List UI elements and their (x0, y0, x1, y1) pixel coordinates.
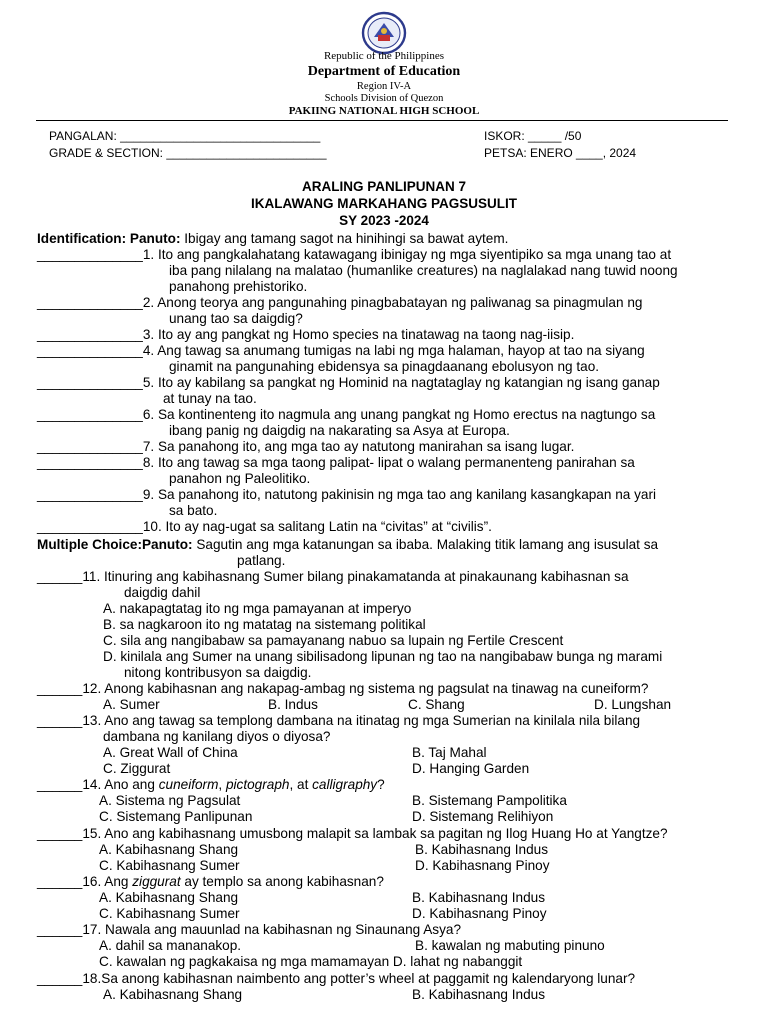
mc-q15-c: C. Kabihasnang Sumer (99, 858, 240, 873)
id-item-1-cont: iba pang nilalang na malatao (humanlike creatures) na naglalakad nang tuwid noong (169, 263, 678, 278)
mc-q16-c: C. Kabihasnang Sumer (99, 906, 240, 921)
mc-q15-b: B. Kabihasnang Indus (415, 842, 549, 857)
id-item-7[interactable]: ______________7. Sa panahong ito, ang mga tao ay natutong manirahan sa isang lugar. (37, 439, 575, 454)
mc-q16-suffix: ay templo sa anong kabihasnan? (180, 874, 384, 889)
deped-seal-icon (354, 11, 414, 55)
id-item-6[interactable]: ______________6. Sa kontinenteng ito nagmula ang unang pangkat ng Homo erectus na nagtungo sa (37, 407, 656, 422)
mc-q14-term-3: calligraphy (312, 777, 378, 792)
mc-q14-end: ? (377, 777, 385, 792)
id-item-10[interactable]: ______________10. Ito ay nag-ugat sa salitang Latin na “civitas” at “civilis”. (37, 519, 492, 534)
id-item-2-cont: unang tao sa daigdig? (169, 311, 303, 326)
id-item-1[interactable]: ______________1. Ito ang pangkalahatang katawagang ibinigay ng mga siyentipiko sa mga unang tao at (37, 247, 672, 262)
id-item-8[interactable]: ______________8. Ito ang tawag sa mga taong palipat- lipat o walang permanenteng panirahan sa (37, 455, 635, 470)
mc-q17-b: B. kawalan ng mabuting pinuno (415, 938, 605, 953)
mc-q12-b: B. Indus (268, 697, 318, 712)
identification-instruction (37, 231, 508, 247)
school-year: SY 2023 -2024 (339, 213, 429, 228)
mc-q14-prefix: ______14. Ano ang (37, 777, 159, 792)
id-item-6-cont: ibang panig ng daigdig na nakarating sa Asya at Europa. (169, 423, 510, 438)
identification-label: Identification: Panuto: (37, 231, 181, 246)
id-item-4-cont: ginamit na pangunahing ebidensya sa pinagdaanang ebolusyon ng tao. (169, 359, 600, 374)
mc-q13-d: D. Hanging Garden (412, 761, 530, 776)
mc-q11-a: A. nakapagtatag ito ng mga pamayanan at imperyo (103, 601, 412, 616)
mc-q14-sep-1: , (218, 777, 226, 792)
mc-q14-sep-2: , at (289, 777, 313, 792)
mc-q13[interactable]: ______13. Ano ang tawag sa templong dambana na itinatag ng mga Sumerian na kinilala nila bilang (37, 713, 641, 728)
mc-q11-c: C. sila ang nangibabaw sa pamayanang nabuo sa lupain ng Fertile Crescent (103, 633, 564, 648)
department-line: Department of Education (307, 64, 461, 79)
mc-q12-a: A. Sumer (103, 697, 160, 712)
mc-q12-c: C. Shang (408, 697, 465, 712)
mc-q11-d: D. kinilala ang Sumer na unang sibilisadong lipunan ng tao na nangibabaw bunga ng marami (103, 649, 663, 664)
id-item-9-cont: sa bato. (169, 503, 218, 518)
mc-q11-d-cont: nitong kontribusyon sa daigdig. (124, 665, 312, 680)
mc-q11-cont: daigdig dahil (124, 585, 201, 600)
grade-section-field[interactable]: GRADE & SECTION: ________________________ (49, 146, 327, 160)
mc-q15-a: A. Kabihasnang Shang (99, 842, 239, 857)
mc-q14-term-2: pictograph (225, 777, 290, 792)
mc-text: Sagutin ang mga katanungan sa ibaba. Malaking titik lamang ang isusulat sa (192, 537, 659, 552)
exam-title: IKALAWANG MARKAHANG PAGSUSULIT (251, 196, 517, 211)
region-line: Region IV-A (356, 81, 412, 92)
mc-q13-a: A. Great Wall of China (103, 745, 238, 760)
mc-q13-cont: dambana ng kanilang diyos o diyosa? (103, 729, 331, 744)
mc-q17-a: A. dahil sa mananakop. (99, 938, 242, 953)
id-item-8-cont: panahon ng Paleolitiko. (169, 471, 311, 486)
mc-q11-b: B. sa nagkaroon ito ng matatag na sistemang politikal (103, 617, 426, 632)
mc-q11[interactable]: ______11. Itinuring ang kabihasnang Sumer bilang pinakamatanda at pinakaunang kabihasnan sa (37, 569, 629, 584)
mc-q18-b: B. Kabihasnang Indus (412, 987, 546, 1002)
mc-q14-d: D. Sistemang Relihiyon (412, 809, 554, 824)
mc-q16[interactable] (37, 874, 384, 890)
mc-q17-cd: C. kawalan ng pagkakaisa ng mga mamamayan D. lahat ng nabanggit (99, 954, 523, 969)
mc-q16-prefix: ______16. Ang (37, 874, 133, 889)
header-divider (36, 120, 728, 121)
mc-q13-b: B. Taj Mahal (412, 745, 487, 760)
id-item-5-cont: at tunay na tao. (163, 391, 257, 406)
mc-q16-a: A. Kabihasnang Shang (99, 890, 239, 905)
name-field[interactable]: PANGALAN: ______________________________ (49, 129, 321, 143)
mc-q12-d: D. Lungshan (594, 697, 672, 712)
mc-q16-term: ziggurat (132, 874, 181, 889)
school-line: PAKIING NATIONAL HIGH SCHOOL (288, 105, 480, 117)
identification-text: Ibigay ang tamang sagot na hinihingi sa bawat aytem. (180, 231, 509, 246)
division-line: Schools Division of Quezon (324, 93, 444, 104)
mc-instruction-cont: patlang. (237, 553, 286, 568)
mc-q16-d: D. Kabihasnang Pinoy (412, 906, 547, 921)
id-item-2[interactable]: ______________2. Anong teorya ang pangunahing pinagbabatayan ng paliwanag sa pinagmulan ng (37, 295, 643, 310)
id-item-5[interactable]: ______________5. Ito ay kabilang sa pangkat ng Hominid na nagtataglay ng katangian ng isang ganap (37, 375, 660, 390)
id-item-1-cont: panahong prehistoriko. (169, 279, 308, 294)
mc-q14[interactable] (37, 777, 385, 793)
subject-title: ARALING PANLIPUNAN 7 (301, 179, 466, 194)
republic-line: Republic of the Philippines (323, 50, 445, 62)
mc-q13-c: C. Ziggurat (103, 761, 171, 776)
mc-q14-term-1: cuneiform (158, 777, 219, 792)
mc-q18[interactable]: ______18.Sa anong kabihasnan naimbento ang potter’s wheel at paggamit ng kalendaryong lunar? (37, 971, 636, 986)
mc-label: Multiple Choice:Panuto: (37, 537, 193, 552)
mc-q15[interactable]: ______15. Ano ang kabihasnang umusbong malapit sa lambak sa pagitan ng Ilog Huang Ho at Yangtze? (37, 826, 668, 841)
mc-q18-a: A. Kabihasnang Shang (103, 987, 243, 1002)
mc-q12[interactable]: ______12. Anong kabihasnan ang nakapag-ambag ng sistema ng pagsulat na tinawag na cuneiform? (37, 681, 649, 696)
mc-q17[interactable]: ______17. Nawala ang mauunlad na kabihasnan ng Sinaunang Asya? (37, 922, 462, 937)
mc-q15-d: D. Kabihasnang Pinoy (415, 858, 550, 873)
mc-q14-a: A. Sistema ng Pagsulat (99, 793, 241, 808)
mc-q16-b: B. Kabihasnang Indus (412, 890, 546, 905)
mc-instruction (37, 537, 658, 553)
id-item-4[interactable]: ______________4. Ang tawag sa anumang tumigas na labi ng mga halaman, hayop at tao na siyang (37, 343, 645, 358)
mc-q14-b: B. Sistemang Pampolitika (412, 793, 567, 808)
mc-q14-c: C. Sistemang Panlipunan (99, 809, 253, 824)
id-item-3[interactable]: ______________3. Ito ay ang pangkat ng Homo species na tinatawag na taong nag-iisip. (37, 327, 575, 342)
id-item-9[interactable]: ______________9. Sa panahong ito, natutong pakinisin ng mga tao ang kanilang kasangkapan na yari (37, 487, 657, 502)
score-field[interactable]: ISKOR: _____ /50 (484, 129, 582, 143)
date-field[interactable]: PETSA: ENERO ____, 2024 (484, 146, 637, 160)
